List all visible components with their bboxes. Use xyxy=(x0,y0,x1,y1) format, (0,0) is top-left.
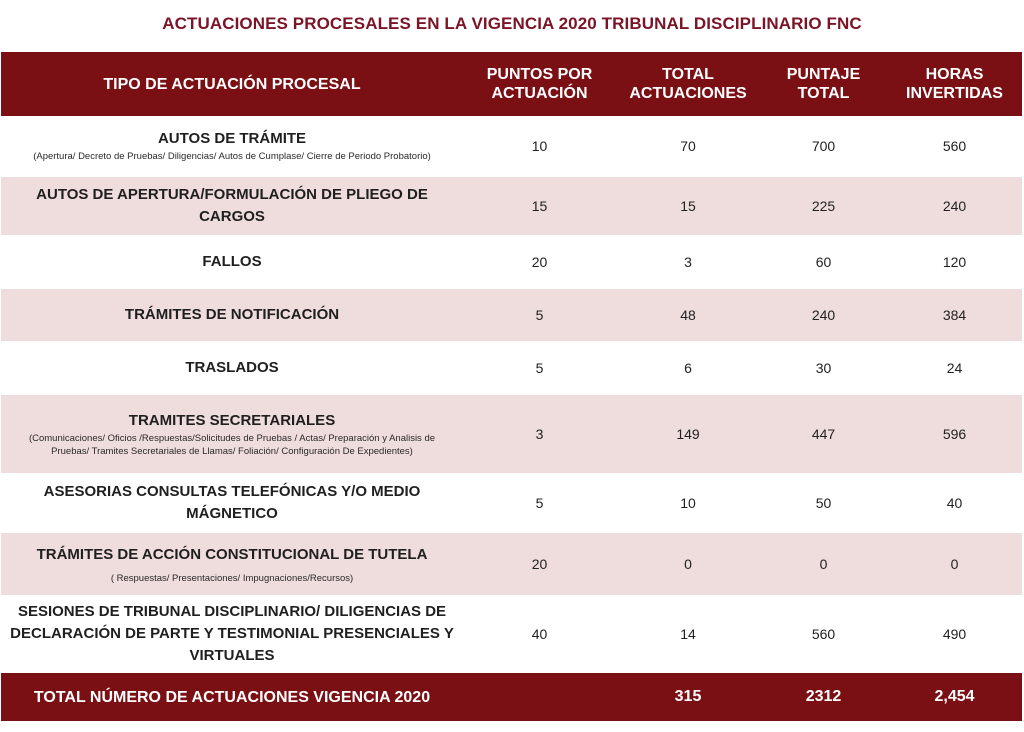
total-puntaje: 2312 xyxy=(760,672,887,721)
row-label: ASESORIAS CONSULTAS TELEFÓNICAS Y/O MEDIO MÁGNETICO xyxy=(43,483,421,522)
table-footer xyxy=(1,672,1022,721)
row-puntos: 15 xyxy=(463,176,616,236)
row-horas: 120 xyxy=(887,236,1022,288)
row-total: 6 xyxy=(616,342,760,394)
row-puntaje: 60 xyxy=(760,236,887,288)
row-total: 3 xyxy=(616,236,760,288)
row-total: 149 xyxy=(616,394,760,474)
row-puntos: 5 xyxy=(463,474,616,532)
table-row xyxy=(1,236,1022,288)
row-horas: 560 xyxy=(887,116,1022,176)
total-horas: 2,454 xyxy=(887,672,1022,721)
header-horas: HORAS INVERTIDAS xyxy=(887,52,1022,116)
row-label: TRÁMITES DE ACCIÓN CONSTITUCIONAL DE TUTELA xyxy=(36,545,428,563)
row-label: TRAMITES SECRETARIALES xyxy=(128,412,336,429)
row-horas: 24 xyxy=(887,342,1022,394)
row-puntaje: 225 xyxy=(760,176,887,236)
row-sublabel: (Apertura/ Decreto de Pruebas/ Diligencias/ Autos de Cumplase/ Cierre de Periodo Probatorio) xyxy=(33,151,431,162)
table-row xyxy=(1,394,1022,474)
header-puntos: PUNTOS POR ACTUACIÓN xyxy=(463,52,616,116)
row-puntos: 20 xyxy=(463,236,616,288)
table-header xyxy=(1,52,1022,116)
row-type-cell xyxy=(1,474,463,532)
table-row xyxy=(1,596,1022,672)
row-label: AUTOS DE TRÁMITE xyxy=(157,130,307,147)
row-label: TRASLADOS xyxy=(185,359,279,376)
table-row xyxy=(1,288,1022,342)
row-type-cell xyxy=(1,342,463,394)
row-type-cell xyxy=(1,288,463,342)
table-row xyxy=(1,532,1022,596)
row-puntaje: 700 xyxy=(760,116,887,176)
row-type-cell xyxy=(1,236,463,288)
row-type-cell xyxy=(1,176,463,236)
actuaciones-table xyxy=(1,52,1022,721)
row-label: FALLOS xyxy=(202,253,262,270)
page-title: ACTUACIONES PROCESALES EN LA VIGENCIA 2020 TRIBUNAL DISCIPLINARIO FNC xyxy=(162,14,862,33)
row-horas: 40 xyxy=(887,474,1022,532)
row-puntaje: 240 xyxy=(760,288,887,342)
row-horas: 384 xyxy=(887,288,1022,342)
row-sublabel: ( Respuestas/ Presentaciones/ Impugnaciones/Recursos) xyxy=(110,572,354,584)
row-type-cell xyxy=(1,532,463,596)
header-tipo: TIPO DE ACTUACIÓN PROCESAL xyxy=(1,52,463,116)
table-row xyxy=(1,116,1022,176)
row-total: 0 xyxy=(616,532,760,596)
row-puntaje: 560 xyxy=(760,596,887,672)
row-puntos: 20 xyxy=(463,532,616,596)
total-puntos xyxy=(463,672,616,721)
total-actuaciones: 315 xyxy=(616,672,760,721)
row-type-cell xyxy=(1,596,463,672)
row-horas: 596 xyxy=(887,394,1022,474)
row-puntaje: 0 xyxy=(760,532,887,596)
header-puntaje: PUNTAJE TOTAL xyxy=(760,52,887,116)
row-puntos: 5 xyxy=(463,342,616,394)
row-puntos: 10 xyxy=(463,116,616,176)
row-puntos: 5 xyxy=(463,288,616,342)
row-total: 14 xyxy=(616,596,760,672)
row-puntos: 3 xyxy=(463,394,616,474)
row-horas: 240 xyxy=(887,176,1022,236)
header-total: TOTAL ACTUACIONES xyxy=(616,52,760,116)
row-total: 70 xyxy=(616,116,760,176)
row-total: 48 xyxy=(616,288,760,342)
row-type-cell xyxy=(1,394,463,474)
row-puntos: 40 xyxy=(463,596,616,672)
table-row xyxy=(1,176,1022,236)
row-label: SESIONES DE TRIBUNAL DISCIPLINARIO/ DILIGENCIAS DE DECLARACIÓN DE PARTE Y TESTIMONIAL PRESENCIALES Y VIRTUALES xyxy=(10,603,454,664)
row-label: TRÁMITES DE NOTIFICACIÓN xyxy=(124,306,340,323)
row-label: AUTOS DE APERTURA/FORMULACIÓN DE PLIEGO DE CARGOS xyxy=(36,186,428,225)
row-horas: 490 xyxy=(887,596,1022,672)
row-sublabel: (Comunicaciones/ Oficios /Respuestas/Solicitudes de Pruebas / Actas/ Preparación y Analisis de Pruebas/ Tramites Secretariales de Llamas/ Foliación/ Configuración De Expedientes) xyxy=(28,433,436,457)
row-puntaje: 50 xyxy=(760,474,887,532)
row-total: 15 xyxy=(616,176,760,236)
row-puntaje: 30 xyxy=(760,342,887,394)
row-total: 10 xyxy=(616,474,760,532)
total-label: TOTAL NÚMERO DE ACTUACIONES VIGENCIA 2020 xyxy=(1,672,463,721)
table-row xyxy=(1,474,1022,532)
row-type-cell xyxy=(1,116,463,176)
table-row xyxy=(1,342,1022,394)
row-puntaje: 447 xyxy=(760,394,887,474)
row-horas: 0 xyxy=(887,532,1022,596)
